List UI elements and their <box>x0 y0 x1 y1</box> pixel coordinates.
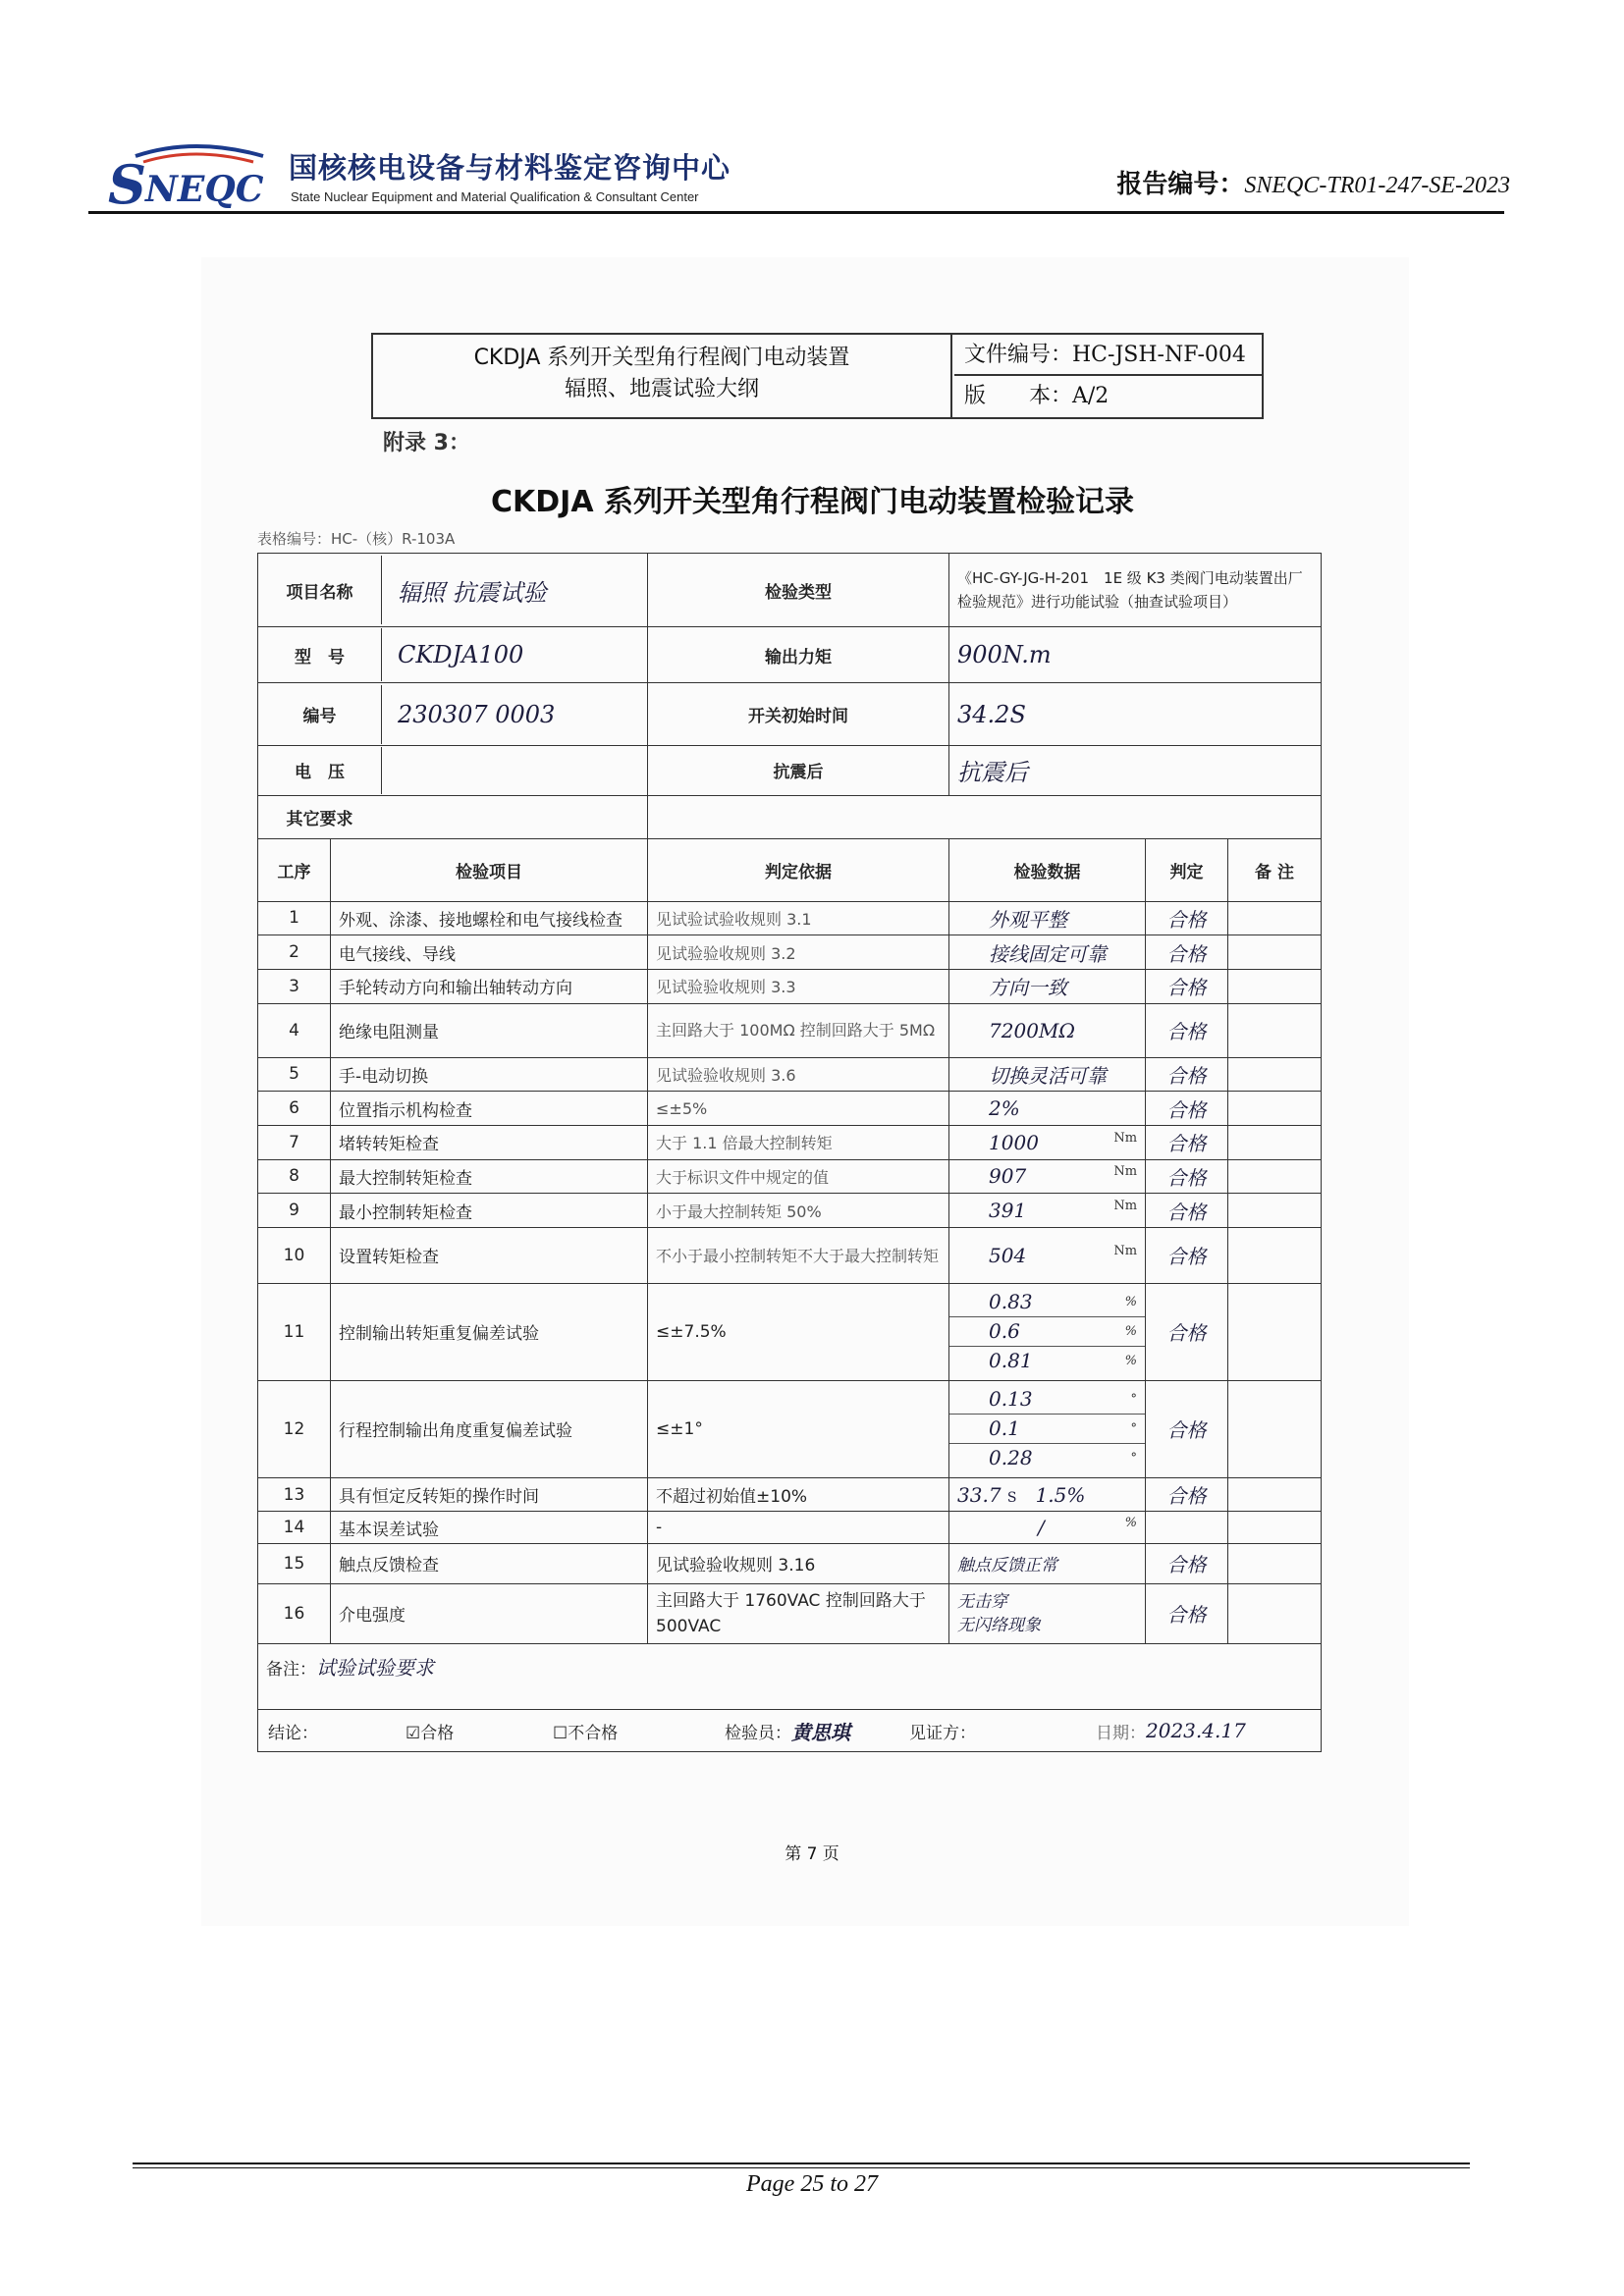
table-row <box>258 969 1322 1003</box>
doc-title-line2: 辐照、地震试验大纲 <box>564 377 759 401</box>
row-item: 最大控制转矩检查 <box>331 1159 648 1194</box>
info-row <box>258 554 1322 627</box>
row-note <box>1228 901 1322 935</box>
info-row <box>258 795 1322 839</box>
row-data <box>949 1125 1146 1159</box>
row-basis: 主回路大于 1760VAC 控制回路大于 500VAC <box>648 1583 949 1643</box>
row-judge: 合格 <box>1146 1284 1228 1381</box>
row-number: 5 <box>258 1057 331 1092</box>
row-judge: 合格 <box>1146 1477 1228 1512</box>
type-value: 《HC-GY-JG-H-201 1E 级 K3 类阀门电动装置出厂检验规范》进行功能试验（抽查试验项目） <box>949 554 1322 627</box>
row-number: 11 <box>258 1284 331 1381</box>
row-data-value: 0.6 <box>989 1319 1020 1344</box>
row-item: 手-电动切换 <box>331 1057 648 1092</box>
row-item: 电气接线、导线 <box>331 935 648 970</box>
row-number: 14 <box>258 1512 331 1544</box>
row-note <box>1228 1003 1322 1057</box>
row-data-line2: 无闪络现象 <box>957 1615 1042 1635</box>
row-data <box>949 1512 1146 1544</box>
row-number: 16 <box>258 1583 331 1643</box>
inspector-label: 检验员： <box>725 1723 791 1743</box>
row-data-value: 7200MΩ <box>989 1018 1075 1042</box>
row-judge: 合格 <box>1146 1227 1228 1283</box>
row-number: 8 <box>258 1159 331 1194</box>
row-note <box>1228 1284 1322 1381</box>
inspection-record-table <box>257 553 1322 1752</box>
row-data-unit: ° <box>1130 1421 1138 1437</box>
row-basis: ≤±7.5% <box>648 1284 949 1381</box>
row-number: 3 <box>258 969 331 1003</box>
witness-label: 见证方： <box>909 1723 976 1743</box>
voltage-label: 电 压 <box>258 747 382 794</box>
row-basis: - <box>648 1512 949 1544</box>
row-data-value: 504 <box>989 1243 1027 1267</box>
torque-label: 输出力矩 <box>648 627 949 683</box>
row-data-value: 方向一致 <box>989 976 1068 1000</box>
row-data-unit: % <box>1124 1295 1138 1310</box>
row-number: 12 <box>258 1380 331 1477</box>
type-label: 检验类型 <box>648 554 949 627</box>
row-note <box>1228 1380 1322 1477</box>
row-data <box>949 969 1146 1003</box>
table-row <box>258 1227 1322 1283</box>
row-data-value: 2% <box>989 1096 1020 1121</box>
row-judge: 合格 <box>1146 1543 1228 1583</box>
row-item: 绝缘电阻测量 <box>331 1003 648 1057</box>
sneqc-logo <box>106 142 281 209</box>
model-value: CKDJA100 <box>398 641 524 669</box>
row-judge: 合格 <box>1146 1125 1228 1159</box>
row-data-value: 0.81 <box>989 1349 1033 1373</box>
row-judge: 合格 <box>1146 1380 1228 1477</box>
row-data-unit: % <box>1124 1516 1138 1531</box>
row-basis: 大于 1.1 倍最大控制转矩 <box>648 1125 949 1159</box>
row-data <box>949 901 1146 935</box>
row-number: 1 <box>258 901 331 935</box>
pass-checkbox: ☑合格 <box>406 1723 455 1743</box>
svg-text:S: S <box>108 153 146 209</box>
torque-value: 900N.m <box>949 627 1322 683</box>
table-row <box>258 1092 1322 1126</box>
row-basis: 不小于最小控制转矩不大于最大控制转矩 <box>648 1227 949 1283</box>
table-row <box>258 1380 1322 1477</box>
serial-value: 230307 0003 <box>398 700 556 728</box>
table-row <box>258 1125 1322 1159</box>
row-judge: 合格 <box>1146 935 1228 970</box>
row-item: 堵转转矩检查 <box>331 1125 648 1159</box>
date-value: 2023.4.17 <box>1146 1719 1246 1743</box>
serial-label: 编号 <box>258 685 382 744</box>
page-header <box>106 142 1510 213</box>
row-basis: 见试验验收规则 3.16 <box>648 1543 949 1583</box>
conclusion-row <box>258 1710 1322 1752</box>
row-note <box>1228 1227 1322 1283</box>
row-data <box>949 1003 1146 1057</box>
col-basis: 判定依据 <box>648 839 949 901</box>
table-row <box>258 1284 1322 1381</box>
row-item: 外观、涂漆、接地螺栓和电气接线检查 <box>331 901 648 935</box>
row-judge: 合格 <box>1146 1159 1228 1194</box>
row-item: 手轮转动方向和输出轴转动方向 <box>331 969 648 1003</box>
row-data <box>949 1227 1146 1283</box>
row-data-value: 切换灵活可靠 <box>989 1063 1108 1088</box>
row-note <box>1228 1092 1322 1126</box>
row-judge: 合格 <box>1146 1092 1228 1126</box>
row-number: 2 <box>258 935 331 970</box>
org-name-en: State Nuclear Equipment and Material Qualification & Consultant Center <box>291 189 699 204</box>
row-item: 控制输出转矩重复偏差试验 <box>331 1284 648 1381</box>
time-value: 34.2S <box>949 683 1322 745</box>
header-divider <box>88 211 1504 214</box>
row-data-value: 0.1 <box>989 1416 1020 1441</box>
table-row <box>258 1512 1322 1544</box>
rows-1-10 <box>258 901 1322 1283</box>
row-item: 基本误差试验 <box>331 1512 648 1544</box>
remark-value: 试验试验要求 <box>316 1655 434 1680</box>
row-data-value: 907 <box>989 1164 1027 1189</box>
remark-label: 备注： <box>266 1659 316 1680</box>
row-note <box>1228 1543 1322 1583</box>
table-row <box>258 1477 1322 1512</box>
row-judge: 合格 <box>1146 1057 1228 1092</box>
footer-divider <box>133 2163 1470 2164</box>
col-judge: 判定 <box>1146 839 1228 901</box>
file-number: 文件编号：HC-JSH-NF-004 <box>954 335 1262 376</box>
row-data: 触点反馈正常 <box>949 1543 1146 1583</box>
row-data-unit: Nm <box>1113 1199 1138 1213</box>
row-data <box>949 1057 1146 1092</box>
time-label: 开关初始时间 <box>648 683 949 745</box>
row-data-value: 接线固定可靠 <box>989 941 1108 966</box>
row-judge: 合格 <box>1146 1003 1228 1057</box>
row-data-value: 391 <box>989 1199 1027 1222</box>
info-row <box>258 627 1322 683</box>
fail-checkbox: ☐不合格 <box>553 1723 619 1743</box>
remark-row <box>258 1643 1322 1709</box>
row-note <box>1228 1194 1322 1228</box>
row-data-pct: 1.5% <box>1035 1482 1086 1507</box>
row-basis: 主回路大于 100MΩ 控制回路大于 5MΩ <box>648 1003 949 1057</box>
report-number-label: 报告编号： <box>1116 170 1245 199</box>
table-row <box>258 1057 1322 1092</box>
row-data-unit: % <box>1124 1354 1138 1369</box>
row-data-unit: ° <box>1130 1392 1138 1408</box>
row-judge: 合格 <box>1146 1194 1228 1228</box>
row-data-line1: 无击穿 <box>957 1591 1008 1612</box>
row-data <box>949 1583 1146 1643</box>
row-basis: 见试验验收规则 3.3 <box>648 969 949 1003</box>
svg-text:NEQC: NEQC <box>145 169 264 209</box>
conclusion-label: 结论： <box>268 1723 318 1743</box>
row-basis: 见试验试验收规则 3.1 <box>648 901 949 935</box>
row-judge: 合格 <box>1146 1583 1228 1643</box>
row-data-value: 33.7 <box>957 1482 1001 1507</box>
table-row <box>258 1159 1322 1194</box>
row-data-unit: Nm <box>1113 1130 1138 1146</box>
col-note: 备 注 <box>1228 839 1322 901</box>
row-data-unit: S <box>1006 1489 1017 1506</box>
info-row <box>258 745 1322 795</box>
row-item: 设置转矩检查 <box>331 1227 648 1283</box>
row-note <box>1228 1125 1322 1159</box>
row-number: 9 <box>258 1194 331 1228</box>
row-data-value: 0.28 <box>989 1446 1033 1470</box>
report-number <box>1116 164 1510 200</box>
row-data <box>949 1284 1146 1381</box>
column-header-row <box>258 839 1322 901</box>
row-item: 触点反馈检查 <box>331 1543 648 1583</box>
col-data: 检验数据 <box>949 839 1146 901</box>
row-number: 6 <box>258 1092 331 1126</box>
row-basis: 不超过初始值±10% <box>648 1477 949 1512</box>
row-number: 4 <box>258 1003 331 1057</box>
table-row <box>258 1194 1322 1228</box>
row-basis: 见试验验收规则 3.6 <box>648 1057 949 1092</box>
doc-info-box <box>371 333 1264 419</box>
table-row <box>258 1003 1322 1057</box>
row-judge <box>1146 1512 1228 1544</box>
after-seismic-value: 抗震后 <box>949 745 1322 795</box>
other-label: 其它要求 <box>286 810 353 830</box>
row-note <box>1228 1057 1322 1092</box>
row-data <box>949 935 1146 970</box>
footer-divider-thin <box>133 2167 1470 2168</box>
row-basis: ≤±5% <box>648 1092 949 1126</box>
row-data-value: 1000 <box>989 1130 1039 1154</box>
row-number: 7 <box>258 1125 331 1159</box>
row-data-unit: Nm <box>1113 1243 1138 1258</box>
row-data-value: / <box>1037 1516 1045 1540</box>
row-data <box>949 1194 1146 1228</box>
table-row <box>258 935 1322 970</box>
other-value <box>648 795 1322 839</box>
row-data-unit: Nm <box>1113 1164 1138 1180</box>
row-data-value: 0.83 <box>989 1290 1033 1314</box>
row-item: 介电强度 <box>331 1583 648 1643</box>
model-label: 型 号 <box>258 628 382 681</box>
form-title: CKDJA 系列开关型角行程阀门电动装置检验记录 <box>491 485 1134 519</box>
row-number: 15 <box>258 1543 331 1583</box>
appendix-label: 附录 3： <box>383 431 470 455</box>
row-data <box>949 1477 1146 1512</box>
row-item: 最小控制转矩检查 <box>331 1194 648 1228</box>
row-basis: 小于最大控制转矩 50% <box>648 1194 949 1228</box>
table-row <box>258 1543 1322 1583</box>
row-number: 13 <box>258 1477 331 1512</box>
row-basis: 大于标识文件中规定的值 <box>648 1159 949 1194</box>
row-data-unit: ° <box>1130 1451 1138 1467</box>
info-row <box>258 683 1322 745</box>
row-data <box>949 1380 1146 1477</box>
col-item: 检验项目 <box>331 839 648 901</box>
row-note <box>1228 969 1322 1003</box>
date-label: 日期： <box>1096 1723 1146 1743</box>
version: 版 本：A/2 <box>964 384 1110 408</box>
row-data <box>949 1092 1146 1126</box>
row-note <box>1228 1512 1322 1544</box>
doc-title-line1: CKDJA 系列开关型角行程阀门电动装置 <box>473 346 850 370</box>
inspector-signature: 黄思琪 <box>791 1720 850 1744</box>
report-number-value: SNEQC-TR01-247-SE-2023 <box>1244 173 1510 198</box>
inner-page-number: 第 7 页 <box>785 1844 839 1864</box>
row-judge: 合格 <box>1146 969 1228 1003</box>
row-item: 具有恒定反转矩的操作时间 <box>331 1477 648 1512</box>
form-number: 表格编号：HC-（核）R-103A <box>257 530 456 548</box>
row-item: 位置指示机构检查 <box>331 1092 648 1126</box>
doc-title-cell <box>373 335 952 417</box>
row-note <box>1228 1477 1322 1512</box>
project-label: 项目名称 <box>258 556 382 624</box>
row-data-unit: % <box>1124 1324 1138 1340</box>
table-row <box>258 901 1322 935</box>
page-footer: Page 25 to 27 <box>746 2171 878 2197</box>
row-judge: 合格 <box>1146 901 1228 935</box>
row-data <box>949 1159 1146 1194</box>
col-seq: 工序 <box>258 839 331 901</box>
after-seismic-label: 抗震后 <box>648 745 949 795</box>
row-note <box>1228 1583 1322 1643</box>
org-name-cn: 国核核电设备与材料鉴定咨询中心 <box>289 151 731 185</box>
project-value: 辐照 抗震试验 <box>398 578 547 607</box>
table-row <box>258 1583 1322 1643</box>
row-data-value: 外观平整 <box>989 907 1068 932</box>
row-number: 10 <box>258 1227 331 1283</box>
row-basis: 见试验验收规则 3.2 <box>648 935 949 970</box>
row-note <box>1228 1159 1322 1194</box>
row-item: 行程控制输出角度重复偏差试验 <box>331 1380 648 1477</box>
row-data-value: 0.13 <box>989 1387 1033 1412</box>
row-note <box>1228 935 1322 970</box>
row-basis: ≤±1° <box>648 1380 949 1477</box>
